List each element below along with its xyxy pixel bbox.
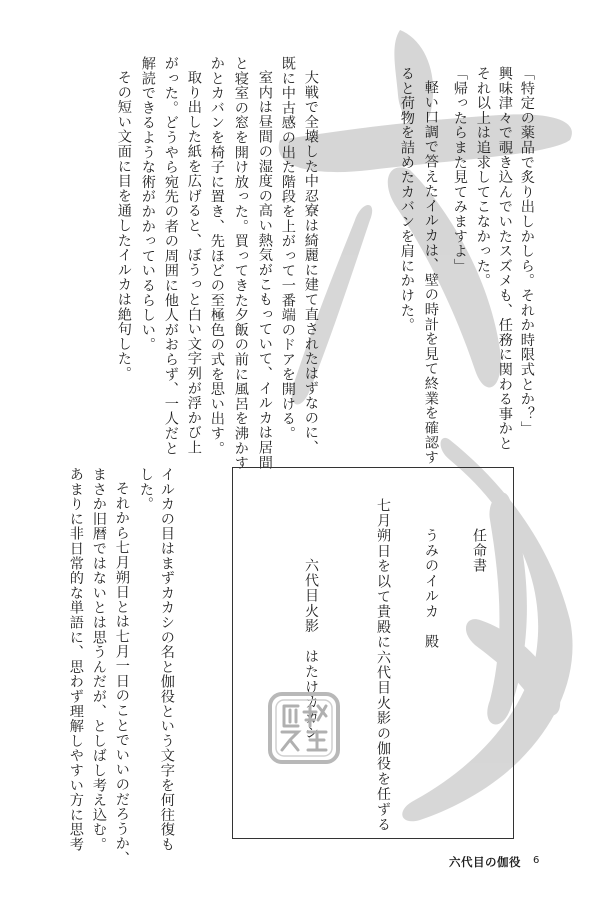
letter-signature: 六代目火影 はたけカカシ xyxy=(303,558,319,741)
text-line: と寝室の窓を開け放った。買ってきた夕飯の前に風呂を沸かす xyxy=(232,56,249,471)
text-line: それ以上は追求してこなかった。 xyxy=(474,66,491,288)
appointment-letter-box xyxy=(232,467,514,839)
running-title: 六代目の伽役 xyxy=(449,855,521,869)
letter-recipient: うみのイルカ 殿 xyxy=(423,528,439,650)
text-line: 軽い口調で答えたイルカは、壁の時計を見て終業を確認す xyxy=(422,80,439,465)
text-line: あまりに非日常的な単語に、思わず理解しやすい方に思考 xyxy=(67,467,84,852)
text-line: かとカバンを椅子に置き、先ほどの至極色の式を思い出す。 xyxy=(208,56,225,456)
text-line: イルカの目はまずカカシの名と伽役という文字を何往復も xyxy=(158,467,175,852)
text-line: 室内は昼間の湿度の高い熱気がこもっていて、イルカは居間 xyxy=(256,70,273,470)
page-number: 6 xyxy=(533,855,540,866)
text-line: がった。どうやら宛先の者の周囲に他人がおらず、一人だと xyxy=(162,56,179,456)
text-line: ると荷物を詰めたカバンを肩にかけた。 xyxy=(398,66,415,333)
text-line: 大戦で全壊した中忍寮は綺麗に建て直されたはずなのに、 xyxy=(302,70,319,455)
text-line: した。 xyxy=(137,467,154,512)
text-line: 興味津々で覗き込んでいたスズメも、任務に関わる事かと xyxy=(496,66,513,451)
text-line: 「特定の薬品で炙り出しかしら。それか時限式とか？」 xyxy=(518,66,535,436)
text-line: 解読できるような術がかかっているらしい。 xyxy=(139,56,156,352)
text-line: まさか旧暦ではないとは思うんだが、としばし考え込む。 xyxy=(90,467,107,852)
text-line: それから七月朔日とは七月一日のことでいいのだろうか、 xyxy=(113,481,130,866)
text-line: 既に中古感の出た階段を上がって一番端のドアを開ける。 xyxy=(279,56,296,441)
letter-body: 七月朔日を以て貴殿に六代目火影の伽役を任ずる xyxy=(375,498,391,833)
text-line: 取り出した紙を広げると、ぼうっと白い文字列が浮かび上 xyxy=(185,70,202,455)
letter-title: 任命書 xyxy=(471,528,487,574)
text-line: 「帰ったらまた見てみますよ」 xyxy=(451,66,468,274)
text-line: その短い文面に目を通したイルカは絶句した。 xyxy=(115,70,132,381)
seal-stamp xyxy=(268,692,340,764)
